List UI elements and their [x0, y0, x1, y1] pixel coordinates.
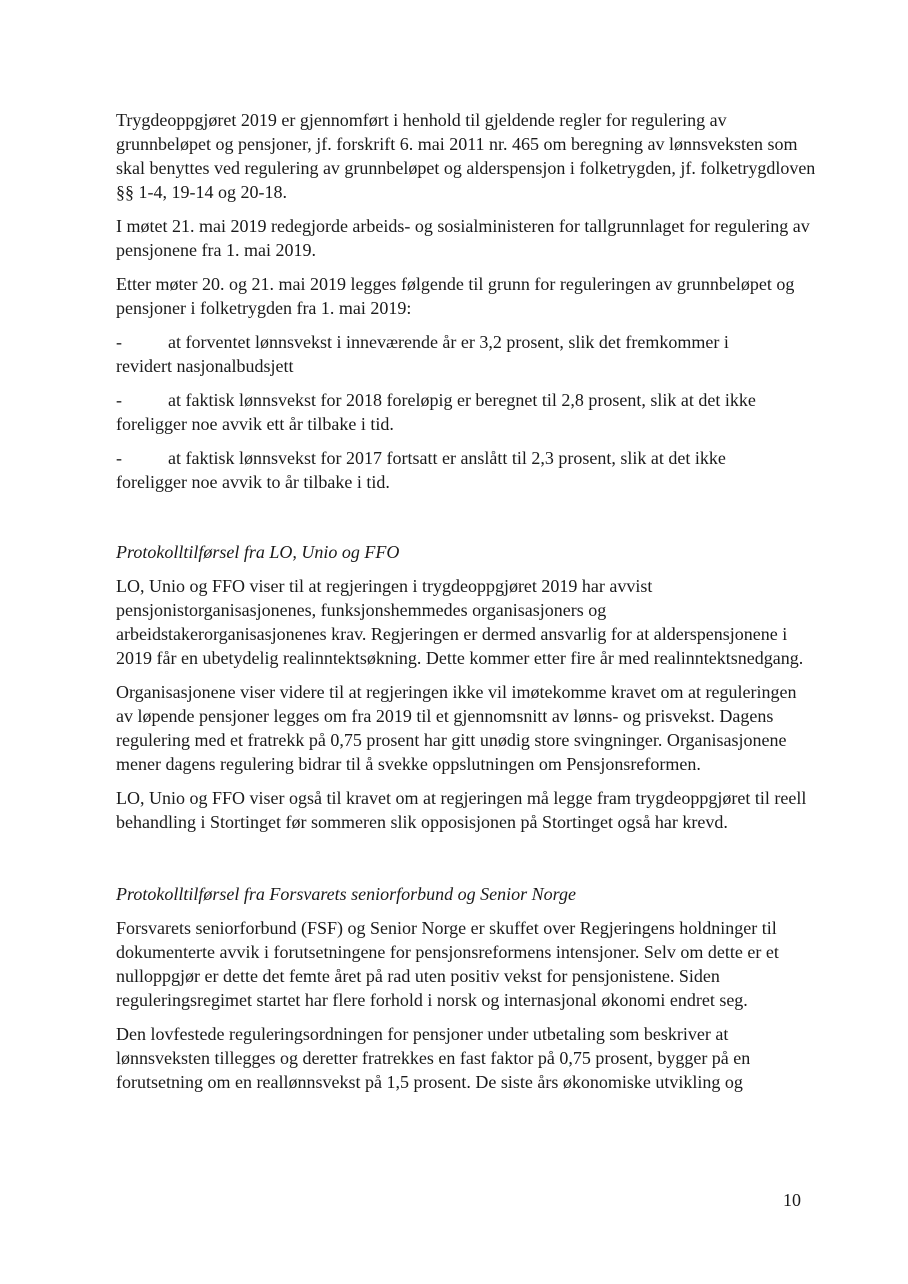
bullet-dash: -: [116, 332, 122, 352]
bullet-item: [116, 446, 816, 494]
section2-paragraph-1: Forsvarets seniorforbund (FSF) og Senior Norge er skuffet over Regjeringens holdninger til dokumenterte avvik i forutsetningene for pensjonsreformens intensjoner. Selv om dette er et nulloppgjør er dette det femte året på rad uten positiv vekst for pensjonistene. Siden reguleringsregimet startet har flere forhold i norsk og internasjonal økonomi endret seg.: [116, 918, 779, 1010]
section2-paragraph-2: Den lovfestede reguleringsordningen for pensjoner under utbetaling som beskriver at lønnsveksten tillegges og deretter fratrekkes en fast faktor på 0,75 prosent, bygger på en forutsetning om en reallønnsvekst på 1,5 prosent. De siste års økonomiske utvikling og: [116, 1024, 751, 1092]
section-heading-fsf-senior-norge: Protokolltilførsel fra Forsvarets seniorforbund og Senior Norge: [116, 884, 576, 904]
bullet-item: [116, 330, 816, 378]
section1-paragraph-2: Organisasjonene viser videre til at regjeringen ikke vil imøtekomme kravet om at reguleringen av løpende pensjoner legges om fra 2019 til et gjennomsnitt av lønns- og prisvekst. Dagens regulering med et fratrekk på 0,75 prosent har gitt unødig store svingninger. Organisasjonene mener dagens regulering bidrar til å svekke oppslutningen om Pensjonsreformen.: [116, 682, 797, 774]
section-spacer: [116, 504, 816, 540]
bullet-text-line2: foreligger noe avvik ett år tilbake i tid.: [116, 414, 394, 434]
intro-paragraph-1: Trygdeoppgjøret 2019 er gjennomført i henhold til gjeldende regler for regulering av grunnbeløpet og pensjoner, jf. forskrift 6. mai 2011 nr. 465 om beregning av lønnsveksten som skal benyttes ved regulering av grunnbeløpet og alderspensjon i folketrygden, jf. folketrygdloven §§ 1-4, 19-14 og 20-18.: [116, 110, 816, 202]
bullet-item: [116, 388, 816, 436]
bullet-text-line2: revidert nasjonalbudsjett: [116, 356, 294, 376]
section1-paragraph-1: LO, Unio og FFO viser til at regjeringen i trygdeoppgjøret 2019 har avvist pensjonistorganisasjonenes, funksjonshemmedes organisasjoners og arbeidstakerorganisasjonenes krav. Regjeringen er dermed ansvarlig for at alderspensjonene i 2019 får en ubetydelig realinntektsøkning. Dette kommer etter fire år med realinntektsnedgang.: [116, 576, 804, 668]
intro-paragraph-3: Etter møter 20. og 21. mai 2019 legges følgende til grunn for reguleringen av grunnbeløpet og pensjoner i folketrygden fra 1. mai 2019:: [116, 274, 795, 318]
section-spacer: [116, 844, 816, 882]
bullet-text-line1: at forventet lønnsvekst i inneværende år er 3,2 prosent, slik det fremkommer i: [168, 332, 729, 352]
bullet-text-line1: at faktisk lønnsvekst for 2018 foreløpig er beregnet til 2,8 prosent, slik at det ikke: [168, 390, 756, 410]
page-number: 10: [783, 1190, 801, 1210]
page-content: [116, 108, 816, 1104]
bullet-dash: -: [116, 390, 122, 410]
bullet-dash: -: [116, 448, 122, 468]
section-heading-lo-unio-ffo: Protokolltilførsel fra LO, Unio og FFO: [116, 542, 400, 562]
bullet-text-line1: at faktisk lønnsvekst for 2017 fortsatt er anslått til 2,3 prosent, slik at det ikke: [168, 448, 726, 468]
bullet-text-line2: foreligger noe avvik to år tilbake i tid.: [116, 472, 390, 492]
section1-paragraph-3: LO, Unio og FFO viser også til kravet om at regjeringen må legge fram trygdeoppgjøret til reell behandling i Stortinget før sommeren slik opposisjonen på Stortinget også har krevd.: [116, 788, 807, 832]
intro-paragraph-2: I møtet 21. mai 2019 redegjorde arbeids- og sosialministeren for tallgrunnlaget for regulering av pensjonene fra 1. mai 2019.: [116, 216, 810, 260]
